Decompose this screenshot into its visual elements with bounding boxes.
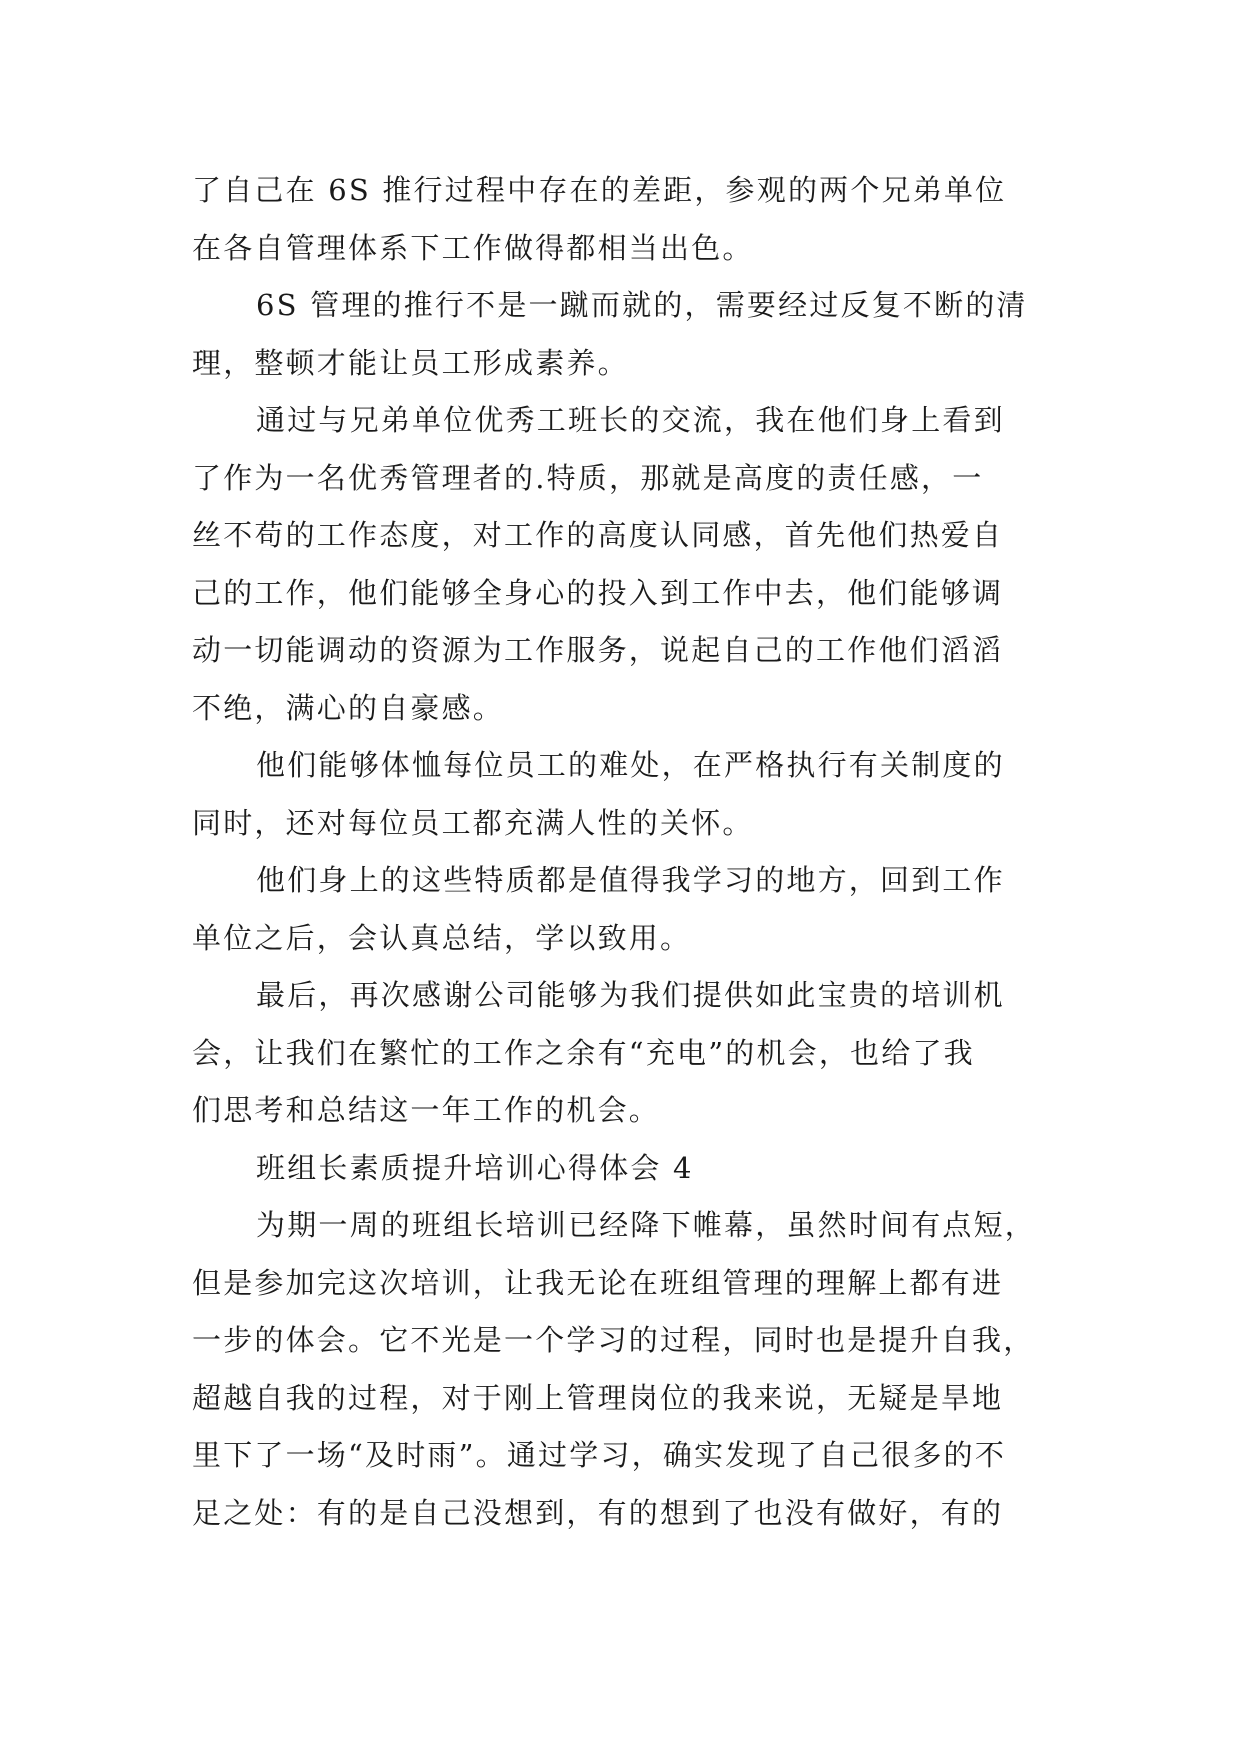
text-line: 会，让我们在繁忙的工作之余有“充电”的机会，也给了我 [192, 1035, 975, 1070]
text-line: 不绝，满心的自豪感。 [192, 690, 505, 725]
text-line: 们思考和总结这一年工作的机会。 [192, 1093, 661, 1127]
paragraph-start-line: 最后，再次感谢公司能够为我们提供如此宝贵的培训机 [256, 978, 1005, 1012]
paragraph-start-line: 通过与兄弟单位优秀工班长的交流，我在他们身上看到 [256, 403, 1005, 437]
text-line: 丝不苟的工作态度，对工作的高度认同感，首先他们热爱自 [192, 518, 1004, 552]
text-line: 在各自管理体系下工作做得都相当出色。 [192, 230, 754, 265]
text-line: 理，整顿才能让员工形成素养。 [192, 345, 629, 380]
text-line: 己的工作，他们能够全身心的投入到工作中去，他们能够调 [192, 575, 1004, 610]
section-heading: 班组长素质提升培训心得体会 4 [256, 1150, 694, 1185]
text-line: 超越自我的过程，对于刚上管理岗位的我来说，无疑是旱地 [192, 1380, 1004, 1415]
text-line: 里下了一场“及时雨”。通过学习，确实发现了自己很多的不 [192, 1438, 1007, 1472]
text-line: 一步的体会。它不光是一个学习的过程，同时也是提升自我， [192, 1323, 1035, 1357]
text-line: 同时，还对每位员工都充满人性的关怀。 [192, 805, 754, 840]
paragraph-start-line: 为期一周的班组长培训已经降下帷幕，虽然时间有点短， [256, 1208, 1037, 1242]
paragraph-start-line: 他们能够体恤每位员工的难处，在严格执行有关制度的 [256, 748, 1005, 782]
document-body [192, 162, 1052, 1542]
text-line: 了作为一名优秀管理者的.特质，那就是高度的责任感，一 [192, 460, 984, 495]
text-line: 动一切能调动的资源为工作服务，说起自己的工作他们滔滔 [192, 633, 1004, 667]
text-line: 了自己在 6S 推行过程中存在的差距，参观的两个兄弟单位 [192, 173, 1007, 207]
text-line: 单位之后，会认真总结，学以致用。 [192, 920, 692, 955]
text-line: 但是参加完这次培训，让我无论在班组管理的理解上都有进 [192, 1265, 1004, 1300]
paragraph-start-line: 他们身上的这些特质都是值得我学习的地方，回到工作 [256, 863, 1005, 897]
paragraph-start-line: 6S 管理的推行不是一蹴而就的，需要经过反复不断的清 [256, 288, 1028, 322]
text-line: 足之处：有的是自己没想到，有的想到了也没有做好，有的 [192, 1495, 1004, 1530]
